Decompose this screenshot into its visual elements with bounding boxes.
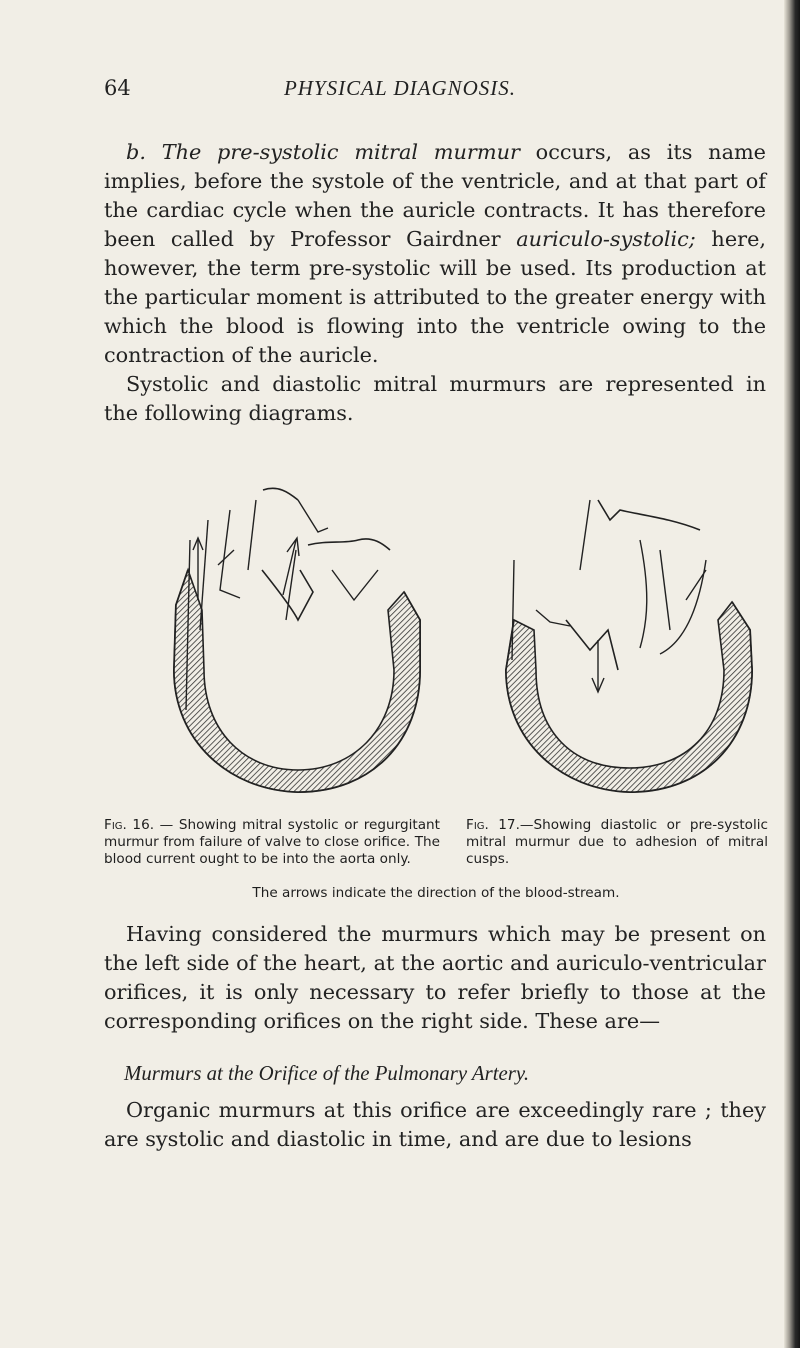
figures-common-caption: The arrows indicate the direction of the blood-stream. (252, 885, 620, 901)
page-number: 64 (104, 76, 131, 100)
paragraph-presystolic (104, 138, 766, 370)
paragraph-text-b: here, however, the term pre-systolic will be used. Its production at the particular moment is attributed to the greater energy with which the blood is flowing into the ventricle owing to the contraction of the auricle. (104, 227, 766, 367)
figure-17-caption-text: —Showing diastolic or pre-systolic mitral murmur due to adhesion of mitral cusps. (466, 817, 768, 867)
body-text-upper (104, 138, 766, 428)
page-edge (784, 0, 800, 1348)
section-heading-pulmonary: Murmurs at the Orifice of the Pulmonary Artery. (124, 1062, 530, 1085)
paragraph-right-side-murmurs: Having considered the murmurs which may be present on the left side of the heart, at the aortic and auriculo-ventricular orifices, it is only necessary to refer briefly to those at the corresponding orifices on the right side. These are— (104, 922, 766, 1033)
figure-16-heart-diagram (168, 470, 428, 810)
term-presystolic-murmur: The pre-systolic mitral murmur (161, 140, 520, 164)
term-auriculo-systolic: auriculo-systolic; (516, 227, 696, 251)
figure-16-label: Fig. 16. (104, 817, 155, 833)
paragraph-pulmonary-organic: Organic murmurs at this orifice are exceedingly rare ; they are systolic and diastolic in time, and are due to lesions (104, 1098, 766, 1151)
page-header (0, 76, 800, 110)
figure-16-caption-text: — Showing mitral systolic or regurgitant murmur from failure of valve to close orifice. The blood current ought to be into the aorta only. (104, 817, 440, 867)
paragraph-diagrams-intro: Systolic and diastolic mitral murmurs are represented in the following diagrams. (104, 372, 766, 425)
figure-17-label: Fig. 17. (466, 817, 520, 833)
figure-17-heart-diagram (500, 470, 762, 810)
figure-17-caption (466, 817, 768, 868)
paragraph-label: b. (126, 140, 146, 164)
figure-16-caption (104, 817, 440, 868)
paragraph-text-a: occurs, as its name implies, before the systole of the ventricle, and at that part of the cardiac cycle when the auricle contracts. It has therefore been called by Professor Gairdner (104, 140, 766, 251)
running-title: PHYSICAL DIAGNOSIS. (283, 76, 517, 100)
